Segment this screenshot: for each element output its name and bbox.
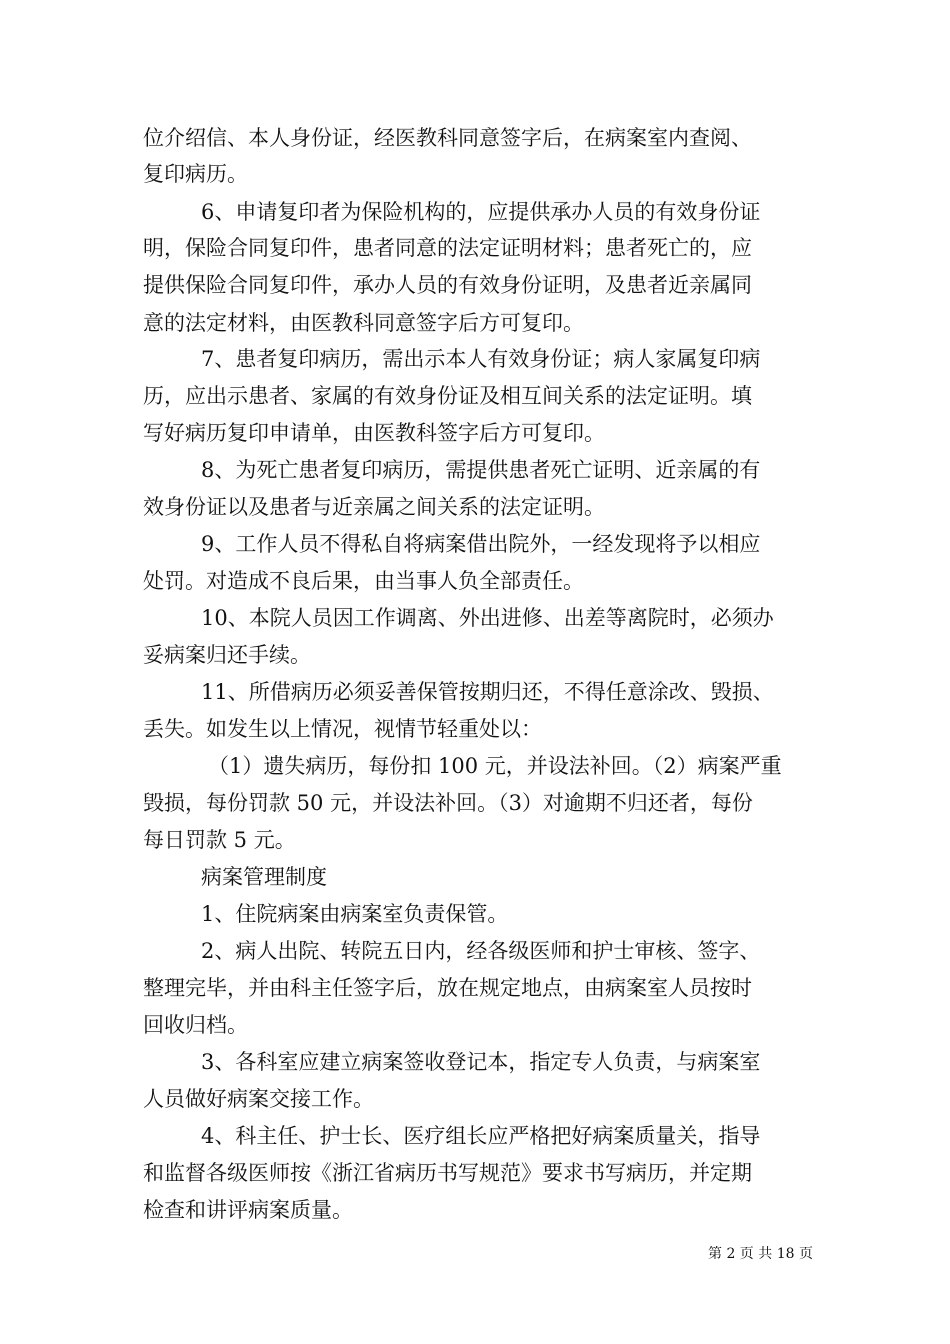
text-line: 9、工作人员不得私自将病案借出院外，一经发现将予以相应 — [201, 532, 761, 556]
text-line: 8、为死亡患者复印病历，需提供患者死亡证明、近亲属的有 — [201, 458, 761, 482]
text-line: 和监督各级医师按《浙江省病历书写规范》要求书写病历，并定期 — [143, 1161, 752, 1185]
text-line: 提供保险合同复印件，承办人员的有效身份证明，及患者近亲属同 — [143, 273, 752, 297]
text-line: 毁损，每份罚款 50 元，并设法补回。（3）对逾期不归还者，每份 — [143, 791, 753, 815]
text-line: 丢失。如发生以上情况，视情节轻重处以： — [143, 717, 542, 741]
text-line: 7、患者复印病历，需出示本人有效身份证；病人家属复印病 — [201, 347, 761, 371]
text-line: 整理完毕，并由科主任签字后，放在规定地点，由病案室人员按时 — [143, 976, 752, 1000]
text-line: 1、住院病案由病案室负责保管。 — [201, 902, 509, 926]
text-line: 检查和讲评病案质量。 — [143, 1198, 353, 1222]
text-line: 人员做好病案交接工作。 — [143, 1087, 374, 1111]
text-line: 位介绍信、本人身份证，经医教科同意签字后，在病案室内查阅、 — [143, 126, 752, 150]
text-line: 4、科主任、护士长、医疗组长应严格把好病案质量关，指导 — [201, 1124, 761, 1148]
text-line: （1）遗失病历，每份扣 100 元，并设法补回。（2）病案严重 — [208, 754, 782, 778]
text-line: 明，保险合同复印件，患者同意的法定证明材料；患者死亡的，应 — [143, 236, 752, 260]
text-line: 每日罚款 5 元。 — [143, 828, 296, 852]
text-line: 写好病历复印申请单，由医教科签字后方可复印。 — [143, 421, 605, 445]
text-line: 妥病案归还手续。 — [143, 643, 311, 667]
text-line: 意的法定材料，由医教科同意签字后方可复印。 — [143, 311, 584, 335]
text-line: 效身份证以及患者与近亲属之间关系的法定证明。 — [143, 495, 605, 519]
text-line: 11、所借病历必须妥善保管按期归还，不得任意涂改、毁损、 — [201, 680, 774, 704]
text-line: 10、本院人员因工作调离、外出进修、出差等离院时，必须办 — [201, 606, 774, 630]
text-line: 处罚。对造成不良后果，由当事人负全部责任。 — [143, 569, 584, 593]
text-line: 历，应出示患者、家属的有效身份证及相互间关系的法定证明。填 — [143, 384, 752, 408]
text-line: 6、申请复印者为保险机构的，应提供承办人员的有效身份证 — [201, 200, 761, 224]
text-line: 回收归档。 — [143, 1013, 248, 1037]
text-line: 3、各科室应建立病案签收登记本，指定专人负责，与病案室 — [201, 1050, 761, 1074]
text-line: 2、病人出院、转院五日内，经各级医师和护士审核、签字、 — [201, 939, 761, 963]
section-heading: 病案管理制度 — [201, 865, 327, 889]
page-number: 第 2 页 共 18 页 — [708, 1246, 813, 1262]
text-line: 复印病历。 — [143, 162, 248, 186]
